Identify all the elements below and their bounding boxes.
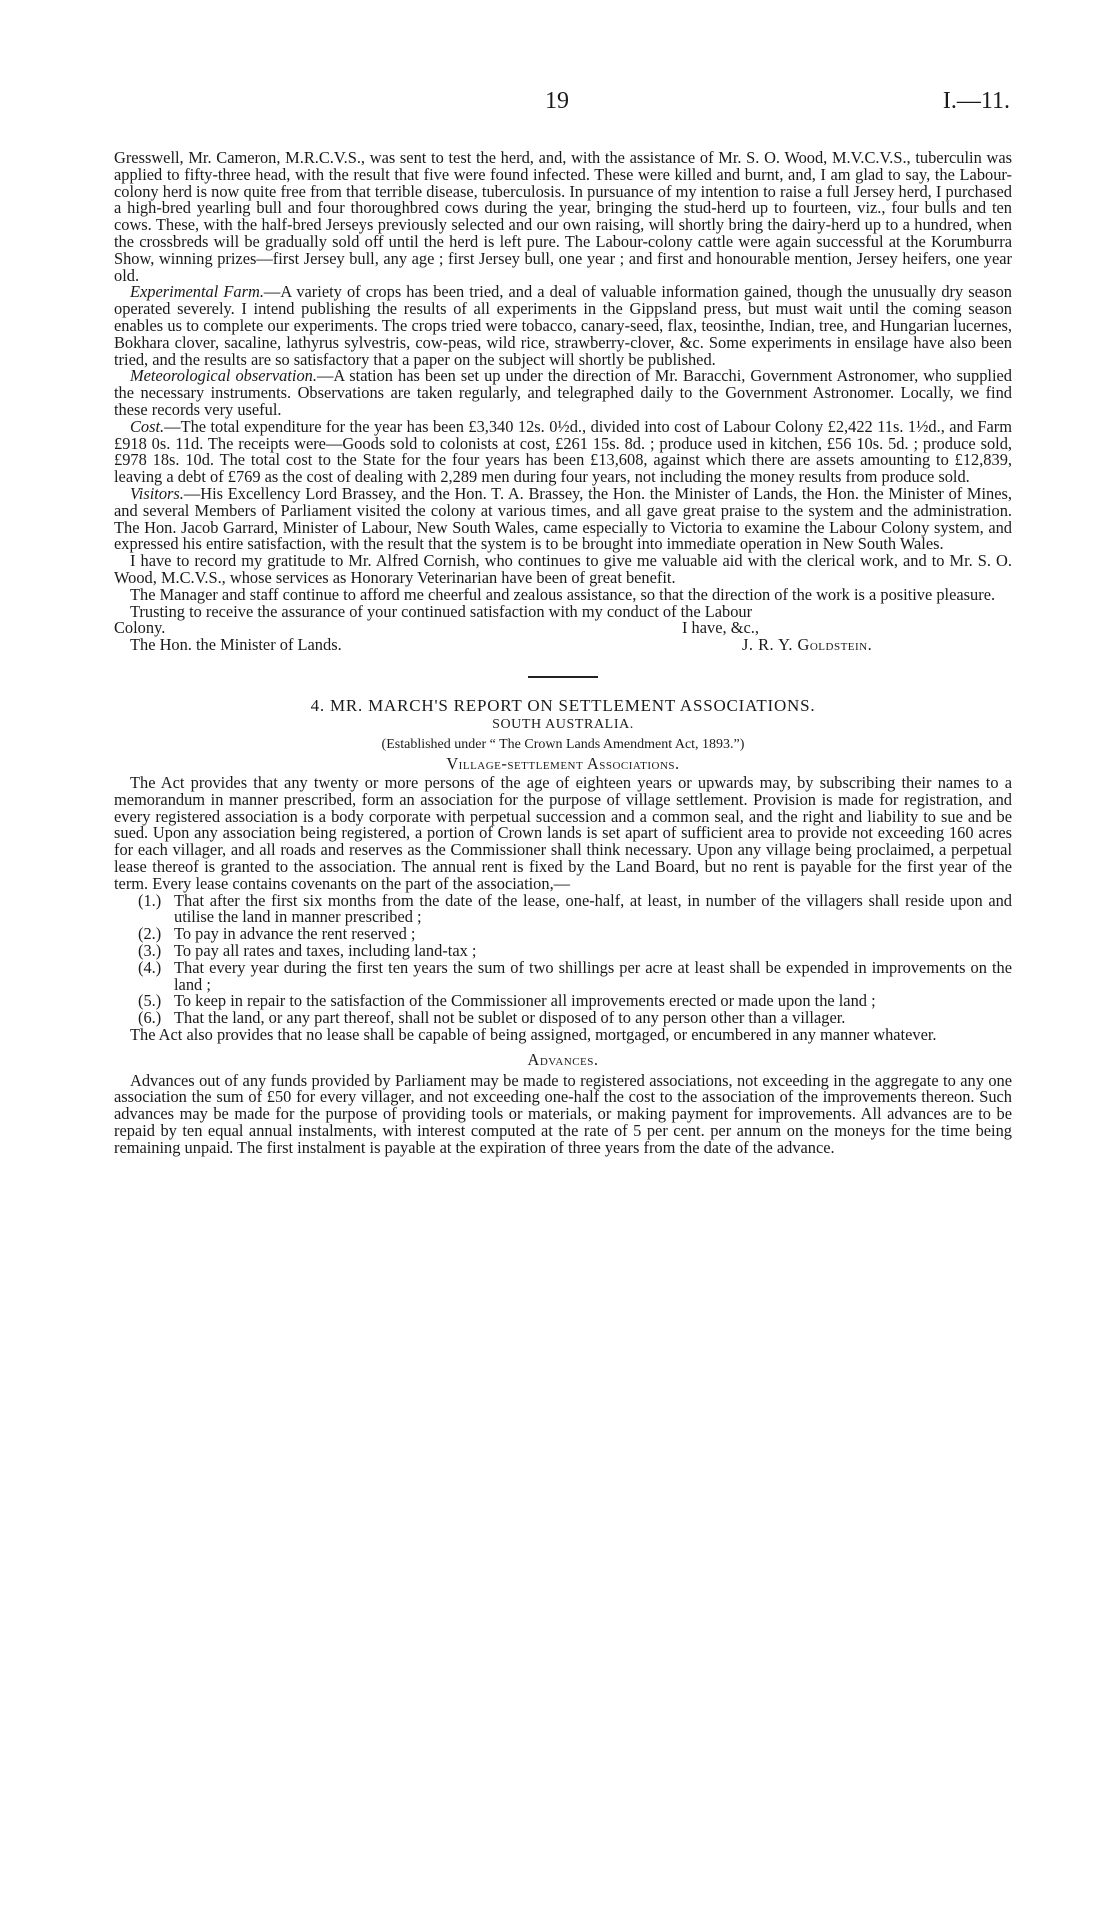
item-number: (2.) <box>138 924 162 944</box>
section-divider <box>528 676 598 678</box>
item-text: That every year during the first ten years the sum of two shillings per acre at least shall be expended in improvements on the land ; <box>174 957 1012 994</box>
paragraph-herd: Gresswell, Mr. Cameron, M.R.C.V.S., was sent to test the herd, and, with the assistance of Mr. S. O. Wood, M.V.C.V.S., tuberculin was applied to fifty-three head, with the result that five were found infected. These were killed and burnt, and, I am glad to say, the Labour-colony herd is now quite free from that terrible disease, tuberculosis. In pursuance of my intention to raise a full Jersey herd, I purchased a high-bred yearling bull and four thoroughbred cows during the year, bringing the stud-herd up to fourteen, viz., four bulls and ten cows. These, with the half-bred Jerseys previously selected and our own raising, will shortly bring the dairy-herd up to a hundred, when the crossbreds will be gradually sold off until the herd is left pure. The Labour-colony cattle were again successful at the Korumburra Show, winning prizes—first Jersey bull, any age ; first Jersey bull, one year ; and first and honourable mention, Jersey heifers, one year old. <box>114 148 1012 285</box>
item-text: To pay in advance the rent reserved ; <box>174 924 416 944</box>
section-title: 4. MR. MARCH'S REPORT ON SETTLEMENT ASSOCIATIONS. <box>310 695 816 715</box>
item-number: (3.) <box>138 941 162 961</box>
closing: I have, &c., <box>682 618 759 638</box>
text-visitors: —His Excellency Lord Brassey, and the Hon. T. A. Brassey, the Hon. the Minister of Lands, the Hon. the Minister of Mines, and several Members of Parliament visited the colony at various times, and all gave great praise to the system and the administration. The Hon. Jacob Garrard, Minister of Labour, New South Wales, came especially to Victoria to examine the Labour Colony system, and expressed his entire satisfaction, with the result that the system is to be brought into immediate operation in New South Wales. <box>114 483 1012 554</box>
colony-word: Colony. <box>114 618 166 638</box>
paragraph-advances: Advances out of any funds provided by Parliament may be made to registered associations, not exceeding in the aggregate to any one association the sum of £50 for every villager, and not exceeding one-half the cost to the association of the improvements thereon. Such advances may be made for the purpose of providing tools or materials, or making payment for improvements. All advances are to be repaid by ten equal annual instalments, with interest computed at the rate of 5 per cent. per annum on the moneys for the time being remaining unpaid. The first instalment is payable at the expiration of three years from the date of the advance. <box>114 1070 1012 1157</box>
addressee: The Hon. the Minister of Lands. <box>130 635 342 655</box>
text-meteorological: —A station has been set up under the direction of Mr. Baracchi, Government Astronomer, who supplied the necessary instruments. Observations are taken regularly, and telegraphed daily to the Government Astronomer. Locally, we find these records very useful. <box>114 366 1012 419</box>
list-item <box>138 890 1012 927</box>
item-number: (4.) <box>138 957 162 977</box>
lead-experimental-farm: Experimental Farm. <box>130 282 264 302</box>
item-text: To keep in repair to the satisfaction of the Commissioner all improvements erected or made upon the land ; <box>174 991 876 1011</box>
item-text: That the land, or any part thereof, shall not be sublet or disposed of to any person other than a villager. <box>174 1008 846 1028</box>
item-number: (1.) <box>138 890 162 910</box>
list-item <box>138 957 1012 994</box>
signature: J. R. Y. Goldstein. <box>742 635 873 655</box>
item-number: (6.) <box>138 1008 162 1028</box>
labour-colony-report <box>114 150 1012 1157</box>
page-number: 19 <box>545 88 569 114</box>
region-heading: SOUTH AUSTRALIA. <box>492 716 634 732</box>
item-text: That after the first six months from the date of the lease, one-half, at least, in number of the villagers shall reside upon and utilise the land in manner prescribed ; <box>174 890 1012 927</box>
paragraph-gratitude: I have to record my gratitude to Mr. Alfred Cornish, who continues to give me valuable aid with the clerical work, and to Mr. S. O. Wood, M.C.V.S., whose services as Honorary Veterinarian have been of great benefit. <box>114 551 1012 587</box>
lead-meteorological: Meteorological observation. <box>130 366 317 386</box>
paragraph-trusting: Trusting to receive the assurance of your continued satisfaction with my conduct of the Labour <box>130 601 753 621</box>
item-number: (5.) <box>138 991 162 1011</box>
item-text: To pay all rates and taxes, including land-tax ; <box>174 941 477 961</box>
covenants-list <box>138 890 1012 1028</box>
text-cost: —The total expenditure for the year has been £3,340 12s. 0½d., divided into cost of Labour Colony £2,422 11s. 1½d., and Farm £918 0s. 11d. The receipts were—Goods sold to colonists at cost, £261 15s. 8d. ; produce used in kitchen, £56 10s. 5d. ; produce sold, £978 18s. 10d. The total cost to the State for the four years has been £13,608, against which there are assets amounting to £12,839, leaving a debt of £769 as the cost of dealing with 2,289 men during four years, not including the money results from produce sold. <box>114 416 1012 487</box>
paragraph-act-provisions: The Act provides that any twenty or more persons of the age of eighteen years or upwards may, by subscribing their names to a memorandum in manner prescribed, form an association for the purpose of village settlement. Provision is made for registration, and every registered association is a body corporate with perpetual succession and a common seal, and the right and liability to sue and be sued. Upon any association being registered, a portion of Crown lands is set apart of sufficient area to provide not exceeding 160 acres for each villager, and all roads and reserves as the Commissioner shall think necessary. Upon any village being proclaimed, a perpetual lease thereof is granted to the association. The annual rent is fixed by the Land Board, but no rent is payable for the first year of the term. Every lease contains covenants on the part of the association,— <box>114 773 1012 893</box>
paragraph-experimental-farm <box>114 284 1012 368</box>
lead-visitors: Visitors. <box>130 483 184 503</box>
paragraph-visitors <box>114 483 1012 554</box>
subheading-village-settlement: Village-settlement Associations. <box>446 754 680 774</box>
lead-cost: Cost. <box>130 416 165 436</box>
subheading-advances: Advances. <box>527 1049 599 1069</box>
paragraph-staff: The Manager and staff continue to afford me cheerful and zealous assistance, so that the direction of the work is a positive pleasure. <box>130 584 996 604</box>
paragraph-meteorological <box>114 368 1012 418</box>
signature-line <box>114 637 1012 654</box>
document-code: I.—11. <box>942 88 1010 114</box>
paragraph-no-assignment: The Act also provides that no lease shall be capable of being assigned, mortgaged, or encumbered in any manner whatever. <box>130 1025 937 1045</box>
paragraph-cost <box>114 416 1012 487</box>
text-experimental-farm: —A variety of crops has been tried, and a deal of valuable information gained, though the unusually dry season operated severely. I intend publishing the results of all experiments in the Gippsland press, but must wait until the coming season enables us to complete our experiments. The crops tried were tobacco, canary-seed, flax, teosinthe, Indian, tree, and Hungarian lucernes, Bokhara clover, sacaline, lathyrus sylvestris, cow-peas, wild rice, strawberry-clover, &c. Some experiments in ensilage have also been tried, and the results are so satisfactory that a paper on the subject will shortly be published. <box>114 282 1012 369</box>
established-note: (Established under “ The Crown Lands Amendment Act, 1893.”) <box>381 736 745 752</box>
